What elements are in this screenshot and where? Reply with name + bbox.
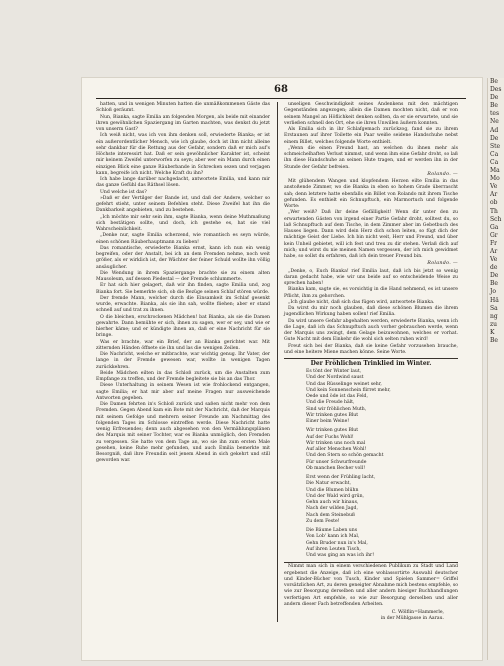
- poem-line: Ob manchen Becher voll!: [306, 465, 366, 471]
- poem-line: Erst wenn der Frühling lacht,: [306, 475, 376, 480]
- margin-fragment: Mo: [490, 175, 500, 183]
- margin-fragment: ob: [490, 199, 498, 207]
- paragraph: Da wird unsere Gefahr abgehalten werden, erwiederte Bianka, wenn ich die Lage, daß ich das Schnupftuch auch vorher gebrauchen werde, wenn der Marquis uns zwingt, dem Gelage beizuwohnen, welches er vorhat. Gute Nacht mit dem Einkehr die wohl sich selten ruhen wird!: [284, 318, 458, 343]
- margin-fragment: tes: [490, 110, 500, 118]
- advertiser-signature: [284, 610, 458, 623]
- poem-line: Gehn Bruder nun in's Mal,: [306, 540, 368, 546]
- paragraph: Beide Mädchen eilten in das Schloß zurück, um die Anstalten zum Empfange zu treffen, und der Fremde begleitete sie bis an das Thor.: [96, 370, 270, 382]
- margin-fragment: Des: [490, 86, 502, 94]
- poem-line: Nach dem Steinebuß: [306, 512, 356, 518]
- margin-fragment: ng: [490, 312, 498, 320]
- margin-fragment: Ca: [490, 150, 499, 158]
- margin-fragment: Sa: [490, 304, 498, 312]
- poem-stanza: [306, 475, 458, 525]
- poem-line: Und die Blumen blühn: [306, 487, 359, 493]
- margin-fragment: Jo: [490, 288, 497, 296]
- paragraph: Der fremde Mann, welcher durch die Einsamkeit im Schlaf gesenkt wurde, erwachte. Bianka, als sie ihn sah, wollte fliehen; aber er stand schnell auf und trat zu ihnen.: [96, 295, 270, 314]
- poem-line: Auf aller Menschen Wohl!: [306, 447, 367, 452]
- poem-line: Und was ging an was ich ihr!: [306, 553, 375, 558]
- poem-line: Auf der Fuchs Wohl!: [306, 434, 354, 440]
- poem-line: Und kein Sonnenschein flirret mehr,: [306, 387, 391, 393]
- margin-fragment: Ve: [490, 256, 498, 264]
- adjacent-page-edge: [487, 78, 504, 660]
- margin-fragment: Ste: [490, 142, 501, 150]
- poem-stanza: [306, 428, 458, 472]
- paragraph: Ich habe lange darüber nachgedacht, antwortete Emilia, und kann mir das ganze Gefühl das Räthsel lösen.: [96, 177, 270, 189]
- header-rule: [96, 98, 466, 99]
- margin-fragment: Ar: [490, 191, 498, 199]
- margin-fragment: Ve: [490, 183, 498, 191]
- paragraph: „Wenn die einen Freund hast, an welchen du ihnen mehr als schmeichelhaften Verlust nimmst, und wenn ihm eine Gefahr droht, so laß ihn diese Handschuhe an seinen Hute tragen, und er werden ihn in der Stunde der Gefahr befreien.: [284, 145, 458, 170]
- poem-line: Von Lob' kann ich Mal,: [306, 534, 360, 540]
- paragraph: Die Wendung in ihrem Spaziergange brachte sie zu einem alten Mausoleum, auf dessen Piedestal — der Fremde schlummerte.: [96, 270, 270, 282]
- left-column: [96, 102, 270, 465]
- poem-stanza: [306, 528, 458, 559]
- paragraph: „Denke, o, Euch Bianka! rief Emilia laut, daß ich bis jetzt so wenig daran gedacht habe, wie wir uns beide auf so entscheidende Weise zu sprechen haben!: [284, 268, 458, 286]
- paragraph: Und welche ist das?: [100, 189, 147, 195]
- poem-line: Die Bäume Laben uns: [306, 528, 358, 533]
- poem-line: Wir trinken uns noch mal: [306, 440, 366, 446]
- poem-title: Der Fröhlichen Trinklied im Winter.: [310, 360, 432, 367]
- poem-line: Für unser Schwurfreunde: [306, 459, 367, 465]
- paragraph: Freut sich bei der Bianka, daß sie keine Gefahr vorzusehen brauche, und eine heitere Miene machen könne. Seine Worte.: [284, 343, 458, 355]
- paragraph: „Ich möchte mir sehr sein ihm, sagte Bianka, wenn deine Muthmaßung sich bestätigen sollte, und doch, ich gestehe es, hat sie viel Wahrscheinlichkeit.: [96, 214, 270, 232]
- margin-fragment: Fr: [490, 239, 498, 247]
- margin-fragment: De: [490, 94, 499, 102]
- margin-fragment: Sch: [490, 215, 502, 223]
- paragraph: O die bleichen, erschrockenen Mädchen! bat Bianka, als sie die Damen gewahrte. Dann bemühte er sich, ihnen zu sagen, wer er sey, und wie er hierher käme; und er kündigte ihnen an, daß er eine Nachricht für sie bringe.: [96, 314, 270, 339]
- poem-stanza: [306, 369, 458, 425]
- margin-fragment: Ad: [490, 126, 499, 134]
- poem-line: Sind wir fröhlichen Muth,: [306, 406, 367, 412]
- section-signature: Rolando. —: [427, 261, 458, 267]
- page-number: 68: [274, 84, 288, 95]
- poem-line: Und der Nordwind saust: [306, 375, 364, 381]
- poem: [284, 369, 458, 559]
- margin-fragment: De: [490, 272, 499, 280]
- paragraph: Was er brachte, war ein Brief, der an Bianka gerichtet war. Mit zitternden Händen öffnete sie ihn und las die wenigen Zeilen.: [96, 339, 270, 351]
- margin-fragment: Th: [490, 207, 498, 215]
- paragraph: „Denke nur, sagte Emilia scherzend, wie romantisch es seyn würde, einen schönen Räuberhauptmann zu lieben!: [96, 233, 270, 245]
- margin-fragment: Ar: [490, 247, 498, 255]
- poem-line: Und den Stern so schön gemacht: [306, 453, 384, 459]
- margin-fragment: Ne: [490, 118, 499, 126]
- margin-fragment: Ca: [490, 158, 499, 166]
- poem-line: Auf ihren Leuten Tisch,: [306, 546, 361, 552]
- column-divider: [277, 102, 278, 622]
- margin-fragment: Be: [490, 102, 498, 110]
- paragraph: Die Nachricht, welche er mitbrachte, war wichtig genug. Ihr Vater, der lange in der Fremde gewesen war, wollte in wenigen Tagen zurückkehren.: [96, 352, 270, 370]
- margin-fragment: Ga: [490, 223, 499, 231]
- poem-line: Einer beim Weine!: [306, 419, 350, 424]
- paragraph: „Wer weiß? Daß ihr deine Gefälligkeit! Wenn dir unter den zu erwartenden Gästen von irgend einer Partie Gefahr droht, solltest du, so laß Schnupftuch auf dem Tische, in dem Zimmer aber im Gebetbuch des Hauses liegen. Dann wird dein Herz dich schon leiten, so fügt dich der mächtige Geist der Liebe. Ich bin nicht weit, Herr und Freund, und über kein Unheil gebietet, will ich fest und treu zu dir stehen. Verlaß dich auf mich; und wirst du nie meinen Namen vergessen, der ich mich gewidmet habe, so sollst du erfahren, daß ich dein treuer Freund bin.: [284, 210, 458, 259]
- newspaper-page: [82, 78, 482, 660]
- paragraph: „Ich glaube nicht, daß sich das fügen wird, antwortete Bianka.: [288, 299, 435, 305]
- paragraph: Die Damen fehrten in's Schloß zurück und saßen nicht mehr von dem Fremden. Gegen Abend kam ein Bote mit der Nachricht, daß der Marquis mit seinem Gefolge und mehrern seiner Freunde am Nachmittag des folgenden Tages im Schlosse eintreffen werde. Diese Nachricht hatte wenig Erfreuendes; denn auch abgesehen von den Vermählungsplänen des Marquis mit seiner Tochter, war es Bianka unmöglich, den Fremden zu vergessen. Sie hatte von dem Tage an, wo sie ihn zum ersten Male gesehen, keine Ruhe mehr gefunden, und auch Emilia bemerkte mit Besorgniß, daß ihre Freundin seit jenem Abend in sich gekehrt und still geworden war.: [96, 402, 270, 464]
- poem-line: Und das Rüsselinge weinet sehr,: [306, 381, 382, 387]
- margin-fragment: K: [490, 328, 495, 336]
- poem-line: Nach der wilden Jagd,: [306, 506, 358, 512]
- paragraph: Bianka kam, sagte sie, es vorsichtig in die Hand nehmend, es ist unsere Pflicht, ihm zu gehorchen.: [284, 287, 458, 299]
- paragraph: unseligen Geschwindigkeit seines Andenkens mit den mächtigen Gegenständen angezogen; allein die Damen mochten nicht, daß er von seinem Mangel an Höflichkeit denken sollten, da er sie erwartete, und sie verließen schnell den Ort, ehe sie ihren Unwillen äußern konnten.: [284, 102, 458, 126]
- margin-fragment: Be: [490, 337, 498, 344]
- paragraph: Mit glühendem Wangen und klopfendem Herzen eilte Emilia in das anstoßende Zimmer, wo die Bianka in eben so hohem Grade überrascht sah; denn letztere hatte ebenfalls ein Billet von Rolando mit ihrem Tische gefunden. Es enthielt ein Schnupftuch, ein Marmortuch und folgende Worte:: [284, 179, 458, 209]
- poem-line: Und die Freude hält,: [306, 400, 355, 406]
- margin-fragment: De: [490, 134, 499, 142]
- signature-line: in der Mühlgasse in Aarau.: [380, 616, 444, 622]
- paragraph: Nun, Bianka, sagte Emilia am folgenden Morgen, als beide mit einander ihren gewöhnlichen Spaziergang im Garten machten, was denkst du jetzt von unserm Gast?: [96, 114, 270, 132]
- paragraph: hatten, und in wenigen Minuten hatten die unmäßkommenen Gäste das Schloß geräumt.: [96, 102, 270, 114]
- section-rule: [284, 358, 458, 359]
- margin-fragment: de: [490, 264, 498, 272]
- margin-fragment: Gr: [490, 231, 498, 239]
- poem-line: Zu dem Feste!: [306, 518, 340, 524]
- paragraph: Ich weiß nicht, was ich von ihm denken soll, erwiederte Bianka; er ist ein außerordentlicher Mensch, wie ich glaube, doch ist ihm nicht alleine sehr dankbar für die Rettung aus der Gefahr, sondern daß er mich auf's Höchste interessirt hat. Daß er sein gewöhnlicher Karakter ist, scheint mir keinem Zweifel unterworfen zu seyn; aber wer ein Mann durch einen einzigen Blick eine ganze Räuberbande in Schrecken sezen und verjagen kann, begreife ich nicht. Welche Kraft du ihn?: [96, 133, 270, 176]
- poem-line: Die Natur erwacht,: [306, 481, 351, 487]
- paragraph: Er hat sich hier gelagert, daß wir ihn finden, sagte Emilia und, zog Bianka fort. Sie bemerkte sich, ob die Bezüge seinen Schlaf stören würde.: [96, 283, 270, 295]
- right-column: [284, 102, 458, 623]
- paragraph: Diese Unterhaltung in seinem Wesen ist wie frohlockend entgangen, sagte Emilia; er hat mir aber auf meine Fragen nur ausweichende Antworten gegeben.: [96, 383, 270, 401]
- poem-line: Und der Wald wird grün,: [306, 493, 364, 499]
- poem-line: Wir trinken gutes Blut: [306, 428, 359, 434]
- paragraph: Das romantische, erwiederte Bianka ernst, kann ich nun ein wenig begreifen, oder der Anstalt, bei ich an dem Fremden nehme, noch weit größer, als er wirklich ist, der Wächter der feiner Schuld wollte ihn völlig ansäuglicher.: [96, 245, 270, 270]
- poem-line: Gehn auch wir hinaus,: [306, 500, 359, 505]
- advertisement-notice: Nimmt man sich in einem verschiedenen Publikum zu Stadt und Land ergebenst die Anzeige, daß ich eine wohlassortirte Auswahl deutscher und Kinder-Bücher von Tusch, Kinder und Spielen Sammer= Griffel vorsätzlichen Art, zu deren geneigter Abnahme mich bestens empfehle, so wie zur Besorgung derselben und aller andern hiesiger Buchhandlungen verfertigen Art empfehle, so wie zur Besorgung derselben und aller andern dieser Fach betreffenden Arbeiten.: [284, 564, 458, 607]
- poem-line: Oede und öde ist das Feld,: [306, 394, 368, 399]
- poem-line: Es tönt der Winter laut,: [306, 369, 362, 374]
- paragraph: »Daß er der Vertilger der Bande ist, und daß der Andere, welcher so gefehrt stieht, unter seinem Befehlen steht. Diese Zweifel hat ihn die Dankbarkeit angebieten, und zu bestehen.: [96, 195, 270, 214]
- margin-fragment: Hä: [490, 296, 499, 304]
- paragraph: Da wirst du mir noch glauben, daß diese schönen Blumen die ihrem jugendlichen Wirkung haben sollen! rief Emilia.: [284, 306, 458, 318]
- margin-fragment: Be: [490, 280, 498, 288]
- margin-fragment: zu: [490, 320, 498, 328]
- signature-line: C. Wölflin=Hammerle,: [391, 610, 444, 615]
- paragraph: Als Emilia sich in ihr Schlafgemach zurückzog, fand sie zu ihrem Erstaunen auf ihrer Toilette ein Paar weiße seidene Handschuhe nebst einem Billet, welches folgende Worte enthielt.: [284, 127, 458, 145]
- section-signature: Rolando. —: [427, 171, 458, 177]
- margin-fragment: Be: [490, 78, 498, 85]
- poem-line: Wir trinken gutes Blut: [306, 412, 359, 418]
- margin-fragment: Ma: [490, 167, 500, 175]
